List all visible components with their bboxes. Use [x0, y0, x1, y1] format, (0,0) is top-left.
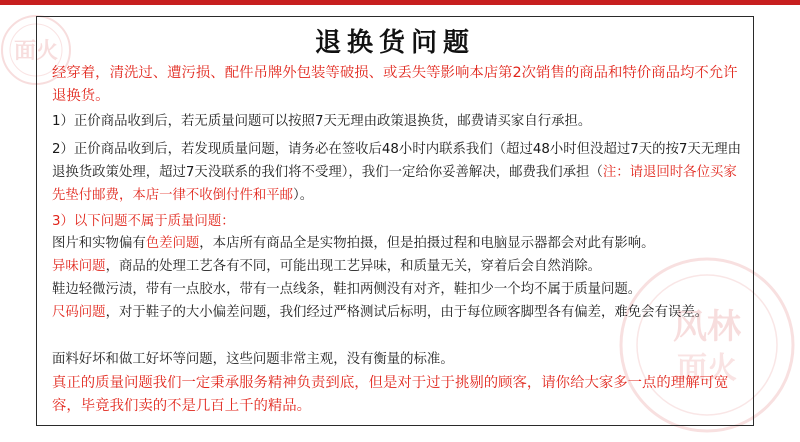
smell-line: [52, 255, 742, 278]
policy-item-2-note: 注：请退回时各位买家先垫付邮费，本店一律不收倒付件和平邮: [52, 165, 737, 203]
svg-text:面火: 面火: [677, 351, 737, 386]
size-line: [52, 301, 742, 324]
policy-item-2: [52, 138, 742, 207]
policy-item-2-text: 2）正价商品收到后，若发现质量问题，请务必在签收后48小时内联系我们（超过48小时但没超过7天的按7天无理由退换货政策处理，超过7天没联系的我们将不受理），我们一定给你妥善解决，邮费我们承担（: [52, 142, 741, 180]
smell-text: ，商品的处理工艺各有不同，可能出现工艺异味，和质量无关，穿着后会自然消除。: [105, 259, 602, 274]
svg-text:风林: 风林: [673, 307, 741, 347]
size-term: 尺码问题: [52, 305, 106, 320]
policy-item-3-heading: 3）以下问题不属于质量问题：: [52, 214, 235, 229]
policy-item-1: 1）正价商品收到后，若无质量问题可以按照7天无理由政策退换货，邮费请买家自行承担。: [52, 114, 592, 129]
svg-text:面火: 面火: [13, 39, 59, 64]
color-difference-text: ，本店所有商品全是实物拍摄，但是拍摄过程和电脑显示器都会对此有影响。: [199, 236, 655, 251]
intro-warning: 经穿着，清洗过、遭污损、配件吊牌外包装等破损、或丢失等影响本店第2次销售的商品和特价商品均不允许退换货。: [52, 65, 738, 104]
color-difference-line: [52, 232, 742, 255]
top-accent-bar: [0, 0, 800, 5]
closing-note: 真正的质量问题我们一定秉承服务精神负责到底，但是对于过于挑剔的顾客，请你给大家多一点的理解可宽容，毕竟我们卖的不是几百上千的精品。: [52, 375, 729, 414]
policy-item-2-end: ）。: [293, 188, 314, 203]
page-title: 退换货问题: [314, 28, 475, 58]
smell-term: 异味问题: [52, 259, 106, 274]
glue-line: 鞋边轻微污渍，带有一点胶水，带有一点线条，鞋扣两侧没有对齐，鞋扣少一个均不属于质量问题。: [52, 282, 642, 297]
color-difference-prefix: 图片和实物偏有: [52, 236, 146, 251]
material-line: 面料好坏和做工好坏等问题，这些问题非常主观，没有衡量的标准。: [52, 352, 454, 367]
size-text: ，对于鞋子的大小偏差问题，我们经过严格测试后标明，由于每位顾客脚型各有偏差，难免会有误差。: [105, 305, 709, 320]
color-difference-term: 色差问题: [145, 236, 200, 251]
